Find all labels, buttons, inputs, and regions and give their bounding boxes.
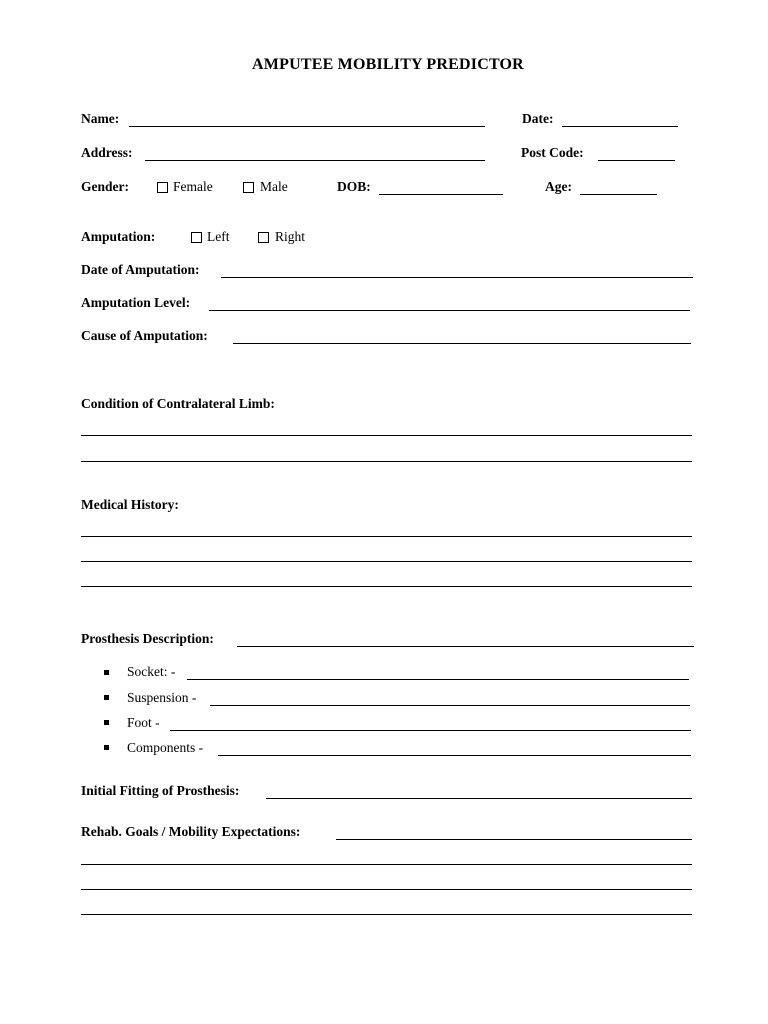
medical-history-label: Medical History: xyxy=(81,497,179,512)
left-option-label: Left xyxy=(207,229,230,244)
name-field[interactable] xyxy=(129,126,485,127)
contralateral-limb-line-2[interactable] xyxy=(81,461,692,462)
bullet-icon xyxy=(104,695,109,700)
amputation-level-label: Amputation Level: xyxy=(81,295,191,310)
address-label: Address: xyxy=(81,145,133,160)
rehab-goals-line-1[interactable] xyxy=(81,864,692,865)
socket-label: Socket: - xyxy=(127,664,176,679)
rehab-goals-label: Rehab. Goals / Mobility Expectations: xyxy=(81,824,301,839)
contralateral-limb-line-1[interactable] xyxy=(81,435,692,436)
components-label: Components - xyxy=(127,740,204,755)
contralateral-limb-label: Condition of Contralateral Limb: xyxy=(81,396,275,411)
initial-fitting-label: Initial Fitting of Prosthesis: xyxy=(81,783,240,798)
right-checkbox[interactable] xyxy=(258,232,269,243)
male-option-label: Male xyxy=(260,179,288,194)
medical-history-line-1[interactable] xyxy=(81,536,692,537)
right-option-label: Right xyxy=(275,229,306,244)
prosthesis-description-field[interactable] xyxy=(237,646,694,647)
cause-of-amputation-label: Cause of Amputation: xyxy=(81,328,208,343)
cause-of-amputation-field[interactable] xyxy=(233,343,691,344)
post-code-label: Post Code: xyxy=(521,145,584,160)
address-field[interactable] xyxy=(145,160,485,161)
medical-history-line-2[interactable] xyxy=(81,561,692,562)
foot-field[interactable] xyxy=(170,730,691,731)
bullet-icon xyxy=(104,745,109,750)
bullet-icon xyxy=(104,720,109,725)
rehab-goals-field[interactable] xyxy=(336,839,692,840)
socket-field[interactable] xyxy=(187,679,689,680)
foot-label: Foot - xyxy=(127,715,160,730)
female-option-label: Female xyxy=(173,179,213,194)
bullet-icon xyxy=(104,670,109,675)
suspension-label: Suspension - xyxy=(127,690,197,705)
date-label: Date: xyxy=(522,111,554,126)
male-checkbox[interactable] xyxy=(243,182,254,193)
dob-label: DOB: xyxy=(337,179,371,194)
amputation-label: Amputation: xyxy=(81,229,156,244)
gender-label: Gender: xyxy=(81,179,129,194)
name-label: Name: xyxy=(81,111,120,126)
suspension-field[interactable] xyxy=(210,705,690,706)
date-of-amputation-field[interactable] xyxy=(221,277,693,278)
rehab-goals-line-2[interactable] xyxy=(81,889,692,890)
age-label: Age: xyxy=(545,179,572,194)
date-field[interactable] xyxy=(562,126,678,127)
components-field[interactable] xyxy=(218,755,691,756)
form-title: AMPUTEE MOBILITY PREDICTOR xyxy=(252,56,524,73)
date-of-amputation-label: Date of Amputation: xyxy=(81,262,200,277)
female-checkbox[interactable] xyxy=(157,182,168,193)
medical-history-line-3[interactable] xyxy=(81,586,692,587)
post-code-field[interactable] xyxy=(598,160,675,161)
rehab-goals-line-3[interactable] xyxy=(81,914,692,915)
initial-fitting-field[interactable] xyxy=(266,798,692,799)
dob-field[interactable] xyxy=(379,194,503,195)
left-checkbox[interactable] xyxy=(191,232,202,243)
prosthesis-description-label: Prosthesis Description: xyxy=(81,631,214,646)
amputation-level-field[interactable] xyxy=(209,310,690,311)
age-field[interactable] xyxy=(580,194,657,195)
